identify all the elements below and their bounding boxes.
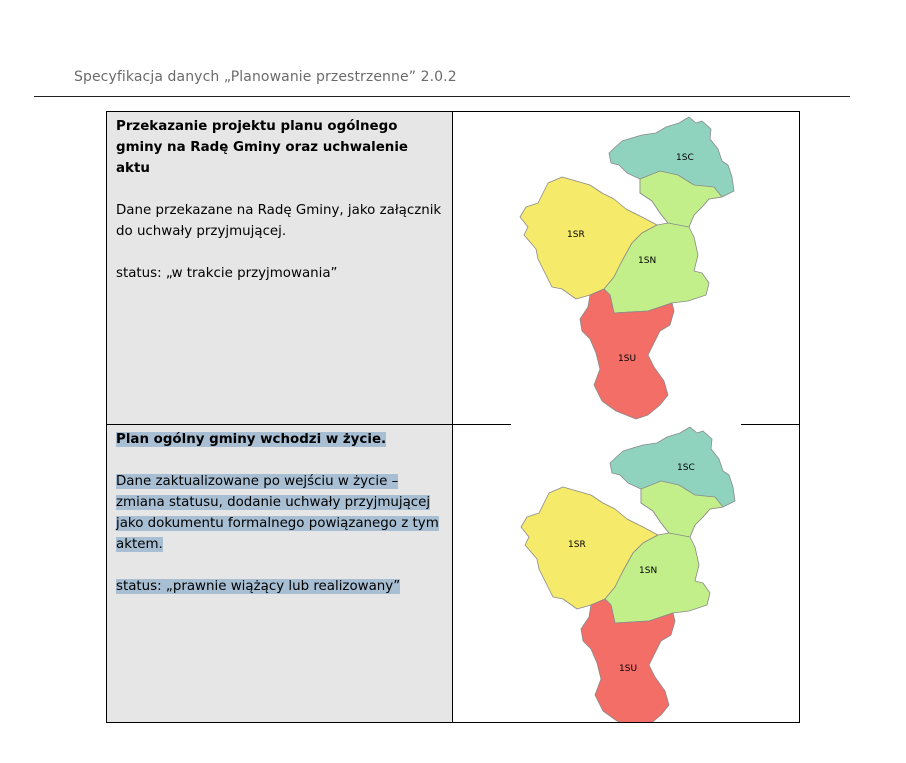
- selected-text: Plan ogólny gminy wchodzi w życie.: [116, 432, 387, 447]
- zoning-map: [453, 112, 799, 424]
- table-row: [107, 112, 800, 425]
- page-header-title: Specyfikacja danych „Planowanie przestrzenne” 2.0.2: [74, 69, 457, 85]
- map-cell: [453, 425, 800, 723]
- zone-label-sn: 1SN: [638, 256, 657, 266]
- zone-label-su: 1SU: [619, 664, 638, 674]
- zone-label-sc: 1SC: [677, 463, 695, 473]
- stage-status: status: „w trakcie przyjmowania”: [116, 266, 338, 281]
- zone-label-sr: 1SR: [567, 230, 585, 240]
- stage-description: Dane przekazane na Radę Gminy, jako załącznik do uchwały przyjmującej.: [116, 203, 442, 239]
- stage-title: Przekazanie projektu planu ogólnego gminy na Radę Gminy oraz uchwalenie aktu: [116, 119, 408, 176]
- zoning-map: [453, 425, 799, 722]
- zone-label-sr: 1SR: [568, 540, 586, 550]
- description-cell: [107, 425, 453, 723]
- selected-text: status: „prawnie wiążący lub realizowany”: [116, 579, 401, 594]
- border-gap: [511, 424, 741, 425]
- selected-text: Dane zaktualizowane po wejściu w życie – zmiana statusu, dodanie uchwały przyjmującej jako dokumentu formalnego powiązanego z tym aktem.: [116, 474, 439, 552]
- stages-table: [106, 111, 800, 723]
- map-cell: [453, 112, 800, 425]
- description-cell: [107, 112, 453, 425]
- stage-description: [116, 471, 444, 555]
- stage-title: [116, 429, 444, 450]
- stage-status: [116, 576, 444, 597]
- header-rule: [34, 96, 850, 97]
- zone-label-su: 1SU: [618, 354, 637, 364]
- zone-label-sc: 1SC: [676, 153, 694, 163]
- table-row: [107, 425, 800, 723]
- zone-label-sn: 1SN: [639, 566, 658, 576]
